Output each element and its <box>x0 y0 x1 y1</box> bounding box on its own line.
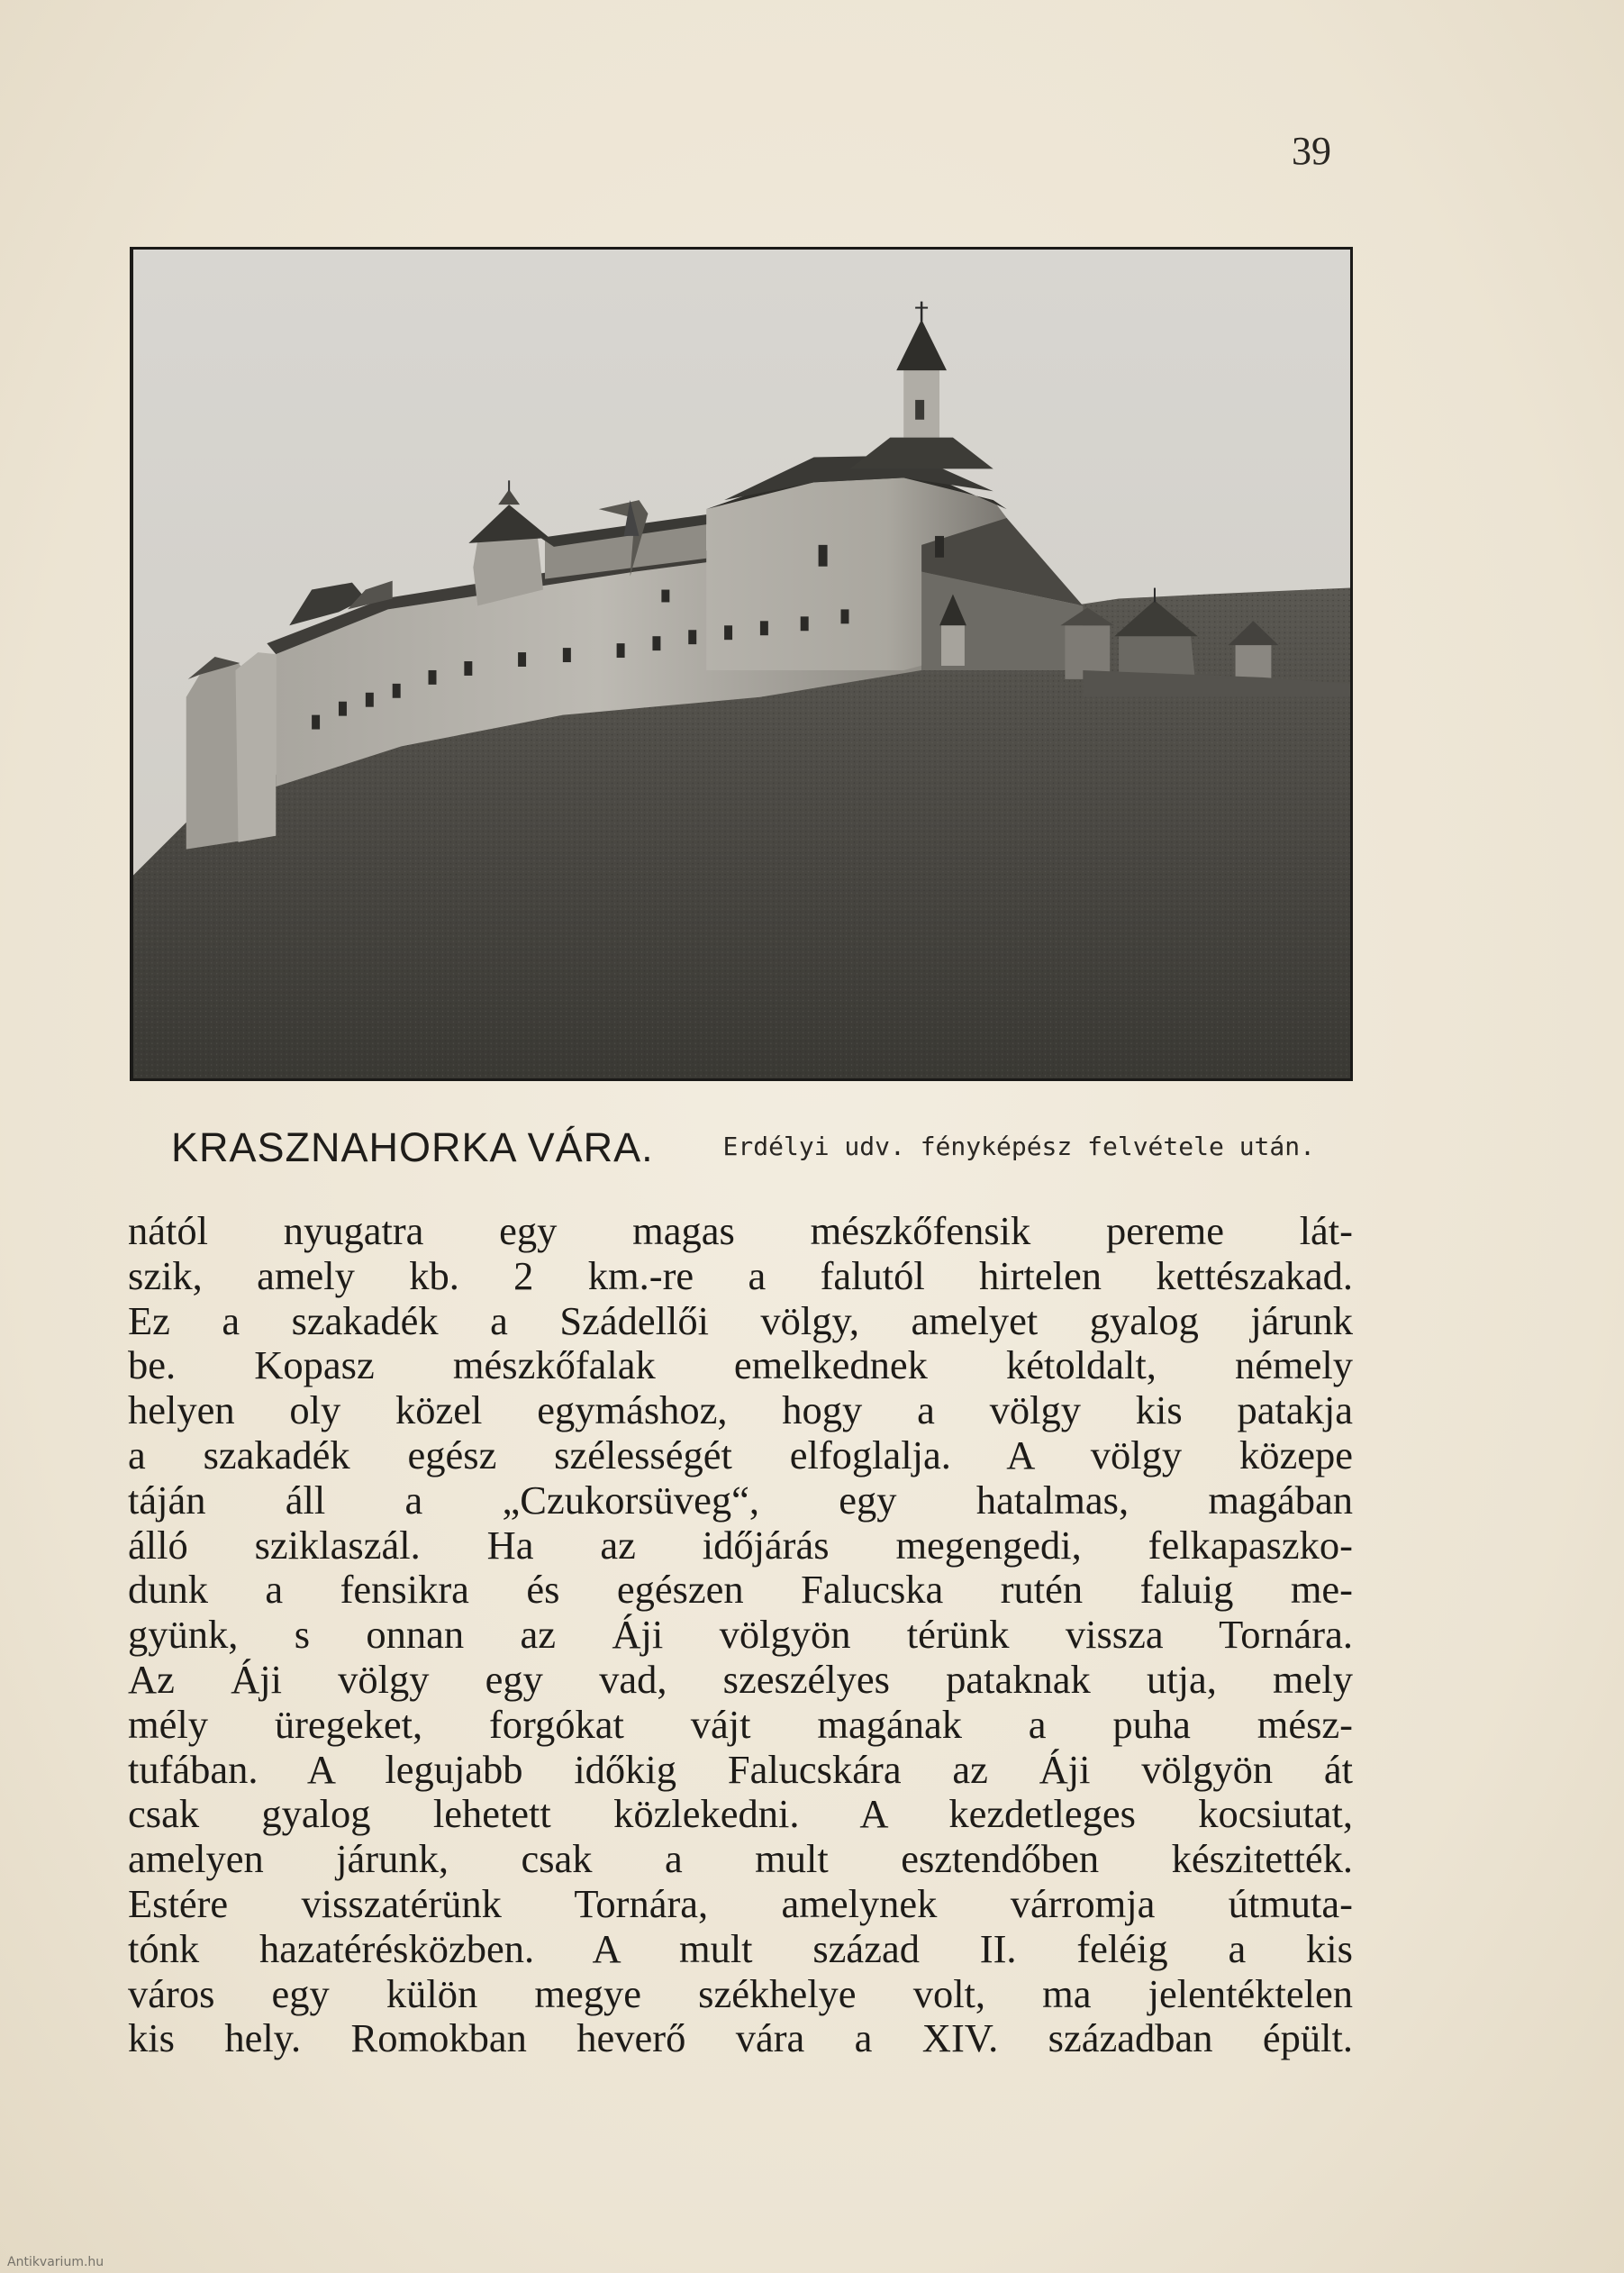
text-line: tónk hazatérésközben. A mult század II. feléig a kis <box>128 1925 1353 1971</box>
text-line: álló sziklaszál. Ha az időjárás megengedi, felkapaszko- <box>128 1522 1353 1568</box>
figure-caption <box>171 1124 1315 1178</box>
watermark: Antikvarium.hu <box>7 2255 104 2269</box>
text-line: amelyen járunk, csak a mult esztendőben készitették. <box>128 1836 1353 1882</box>
text-line: mély üregeket, forgókat vájt magának a puha mész- <box>128 1701 1353 1747</box>
text-line: tufában. A legujabb időkig Falucskára az Áji völgyön át <box>128 1746 1353 1792</box>
castle-photo-svg <box>132 250 1350 1078</box>
text-line: Az Áji völgy egy vad, szeszélyes pataknak utja, mely <box>128 1656 1353 1702</box>
text-line: helyen oly közel egymáshoz, hogy a völgy kis patakja <box>128 1387 1353 1433</box>
text-line: Ez a szakadék a Szádellői völgy, amelyet gyalog járunk <box>128 1297 1353 1343</box>
caption-credit: Erdélyi udv. fényképész felvétele után. <box>722 1132 1315 1161</box>
text-line: csak gyalog lehetett közlekedni. A kezdetleges kocsiutat, <box>128 1791 1353 1837</box>
text-line: nától nyugatra egy magas mészkőfensik pereme lát- <box>128 1208 1353 1253</box>
caption-title: KRASZNAHORKA VÁRA. <box>171 1124 654 1170</box>
text-line: kis hely. Romokban heverő vára a XIV. században épült. <box>128 2015 1353 2061</box>
text-line: a szakadék egész szélességét elfoglalja. A völgy közepe <box>128 1432 1353 1477</box>
body-text <box>128 1209 1353 2061</box>
text-line: dunk a fensikra és egészen Falucska rutén faluig me- <box>128 1567 1353 1613</box>
text-line: táján áll a „Czukorsüveg“, egy hatalmas, magában <box>128 1477 1353 1523</box>
text-line: szik, amely kb. 2 km.-re a falutól hirtelen kettészakad. <box>128 1252 1353 1298</box>
castle-photograph <box>130 247 1353 1081</box>
text-line: Estére visszatérünk Tornára, amelynek várromja útmuta- <box>128 1880 1353 1926</box>
page-number: 39 <box>1292 129 1331 173</box>
text-line: gyünk, s onnan az Áji völgyön térünk vissza Tornára. <box>128 1612 1353 1658</box>
text-line: be. Kopasz mészkőfalak emelkednek kétoldalt, némely <box>128 1342 1353 1388</box>
text-line: város egy külön megye székhelye volt, ma jelentéktelen <box>128 1970 1353 2016</box>
